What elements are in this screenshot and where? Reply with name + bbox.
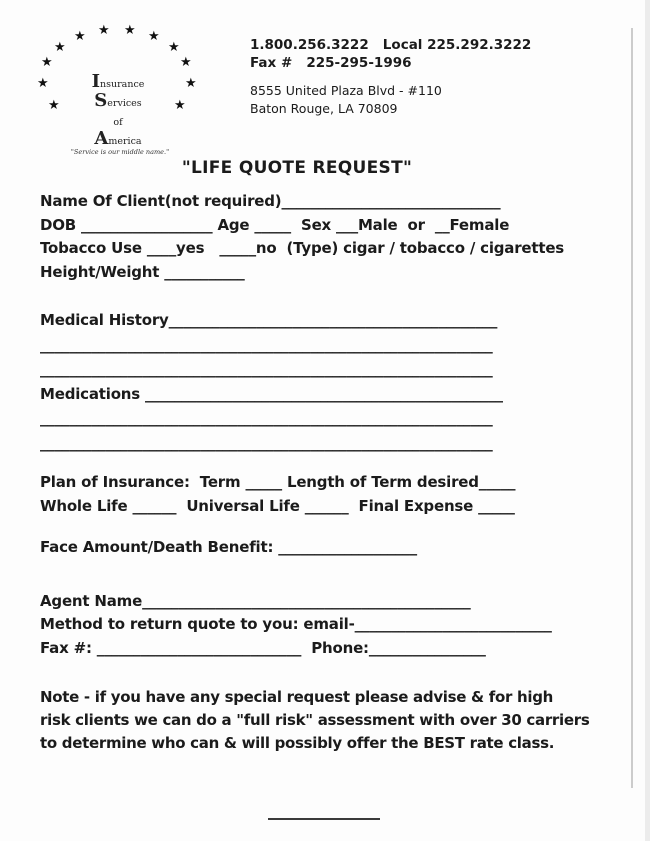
section-client-info xyxy=(40,190,640,284)
blank-line: ______________________________________________________________ xyxy=(40,335,493,354)
section-plan-of-insurance xyxy=(40,471,640,518)
field-tobacco-use: Tobacco Use ____yes _____no (Type) cigar / tobacco / cigarettes xyxy=(40,239,565,257)
field-fax-phone: Fax #: ____________________________ Phone:________________ xyxy=(40,638,486,657)
scan-artifact-vertical-line xyxy=(631,28,633,788)
address-line-2: Baton Rouge, LA 70809 xyxy=(250,101,398,116)
section-medical xyxy=(40,308,640,455)
logo-word-insurance: Insurance xyxy=(91,71,145,92)
star-icon: ★ xyxy=(148,29,160,44)
star-icon: ★ xyxy=(174,98,186,113)
logo-tagline: "Service is our middle name." xyxy=(70,148,170,156)
section-agent xyxy=(40,590,640,661)
star-icon: ★ xyxy=(180,55,192,70)
phone-numbers: 1.800.256.3222 Local 225.292.3222 xyxy=(250,37,532,53)
star-icon: ★ xyxy=(41,55,53,70)
scan-edge-strip xyxy=(645,0,650,841)
star-icon: ★ xyxy=(168,40,180,55)
note-text-line-3: to determine who can & will possibly offer the BEST rate class. xyxy=(40,734,555,752)
address-line-1: 8555 United Plaza Blvd - #110 xyxy=(250,83,442,98)
star-icon: ★ xyxy=(54,40,66,55)
field-return-method-email: Method to return quote to you: email-___________________________ xyxy=(40,615,552,633)
field-name-of-client: Name Of Client(not required)______________________________ xyxy=(40,192,501,210)
star-icon: ★ xyxy=(48,98,60,113)
field-plan-types: Whole Life ______ Universal Life ______ Final Expense _____ xyxy=(40,496,515,515)
note-text-line-2: risk clients we can do a "full risk" assessment with over 30 carriers xyxy=(40,711,590,729)
blank-line: ______________________________________________________________ xyxy=(40,360,493,378)
contact-block xyxy=(250,36,531,118)
section-note xyxy=(40,686,640,755)
star-icon: ★ xyxy=(98,23,110,38)
insurance-services-logo xyxy=(37,22,198,156)
star-icon: ★ xyxy=(124,23,136,38)
form-title: "LIFE QUOTE REQUEST" xyxy=(181,158,413,178)
note-text-line-1: Note - if you have any special request please advise & for high xyxy=(40,688,554,706)
logo-word-services: Services xyxy=(94,90,142,111)
blank-line: ______________________________________________________________ xyxy=(40,409,493,427)
logo-word-of: of xyxy=(113,117,123,128)
star-icon: ★ xyxy=(37,76,49,91)
field-height-weight: Height/Weight ___________ xyxy=(40,262,245,281)
life-quote-form xyxy=(40,190,640,755)
logo-text xyxy=(68,71,168,150)
field-medications: Medications _________________________________________________ xyxy=(40,384,503,403)
bottom-mark-line xyxy=(268,818,380,820)
field-dob-age-sex: DOB __________________ Age _____ Sex ___Male or __Female xyxy=(40,215,510,234)
blank-line: ______________________________________________________________ xyxy=(40,433,493,452)
field-face-amount: Face Amount/Death Benefit: ___________________ xyxy=(40,538,417,556)
spacer xyxy=(250,72,531,82)
field-plan-term: Plan of Insurance: Term _____ Length of Term desired_____ xyxy=(40,473,516,491)
field-medical-history: Medical History_____________________________________________ xyxy=(40,311,498,329)
logo-word-america: America xyxy=(94,128,142,149)
field-agent-name: Agent Name_____________________________________________ xyxy=(40,591,471,610)
star-icon: ★ xyxy=(74,29,86,44)
fax-number: Fax # 225-295-1996 xyxy=(250,55,412,71)
section-face-amount xyxy=(40,536,640,560)
star-icon: ★ xyxy=(185,76,197,91)
